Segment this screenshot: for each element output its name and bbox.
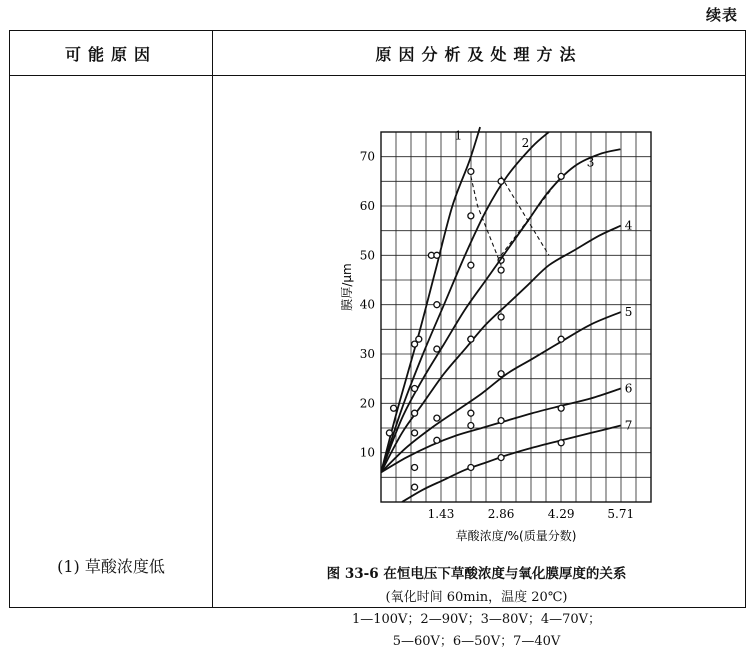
data-point: [468, 464, 474, 470]
data-point: [558, 440, 564, 446]
series-label: 4: [624, 218, 633, 233]
data-point: [412, 484, 418, 490]
cause-cell: (1) 草酸浓度低: [10, 76, 213, 608]
data-point: [434, 415, 440, 421]
x-tick-label: 1.43: [427, 507, 455, 521]
data-point: [386, 430, 392, 436]
y-axis-label: 膜厚/μm: [340, 263, 354, 311]
cause-analysis-table: [9, 30, 746, 649]
series-label: 7: [624, 418, 633, 433]
data-point: [412, 341, 418, 347]
series-label: 3: [586, 155, 595, 170]
data-point: [434, 346, 440, 352]
x-axis-label: 草酸浓度/%(质量分数): [455, 529, 577, 542]
x-tick-label: 4.29: [547, 507, 575, 521]
y-tick-label: 70: [359, 149, 375, 164]
data-point: [498, 418, 504, 424]
y-tick-label: 20: [359, 396, 375, 411]
data-point: [498, 178, 504, 184]
data-point: [468, 168, 474, 174]
y-tick-label: 60: [359, 199, 375, 213]
series-label: 5: [624, 305, 633, 320]
figure-legend-line-2: 5—60V；6—50V；7—40V: [392, 634, 561, 649]
table-header-row: [10, 31, 746, 76]
figure-title: 图 33-6 在恒电压下草酸浓度与氧化膜厚度的关系: [326, 566, 627, 582]
continued-label: 续表: [705, 6, 738, 24]
y-tick-label: 40: [359, 297, 375, 312]
series-line-7: [402, 426, 621, 502]
data-point: [434, 252, 440, 258]
data-point: [468, 213, 474, 219]
data-point: [434, 302, 440, 308]
data-point: [412, 410, 418, 416]
data-point: [558, 173, 564, 179]
data-point: [468, 410, 474, 416]
data-point: [468, 262, 474, 268]
x-tick-label: 5.71: [607, 507, 635, 521]
series-label: 2: [521, 135, 530, 150]
y-tick-label: 10: [359, 445, 375, 460]
table-row: [10, 76, 746, 608]
data-point: [498, 371, 504, 377]
data-point: [468, 423, 474, 429]
figure-conditions: (氧化时间 60min，温度 20℃): [385, 590, 568, 605]
dashed-guide-line: [501, 176, 549, 255]
header-analysis: 原因分析及处理方法: [213, 31, 746, 76]
series-line-2: [381, 132, 549, 472]
thickness-chart: [331, 122, 711, 542]
figure-legend-line-1: 1—100V；2—90V；3—80V；4—70V；: [351, 612, 602, 627]
data-point: [558, 405, 564, 411]
series-label: 6: [624, 381, 633, 396]
series-label: 1: [454, 128, 463, 143]
data-point: [412, 430, 418, 436]
data-point: [412, 386, 418, 392]
data-point: [498, 267, 504, 273]
data-point: [412, 464, 418, 470]
data-point: [434, 437, 440, 443]
data-point: [558, 336, 564, 342]
data-point: [468, 336, 474, 342]
data-point: [391, 405, 397, 411]
header-cause: 可能原因: [10, 31, 213, 76]
data-point: [498, 455, 504, 461]
analysis-cell: [213, 76, 746, 649]
x-tick-label: 2.86: [487, 507, 515, 521]
y-tick-label: 50: [359, 248, 375, 263]
y-tick-label: 30: [359, 347, 375, 361]
data-point: [498, 314, 504, 320]
